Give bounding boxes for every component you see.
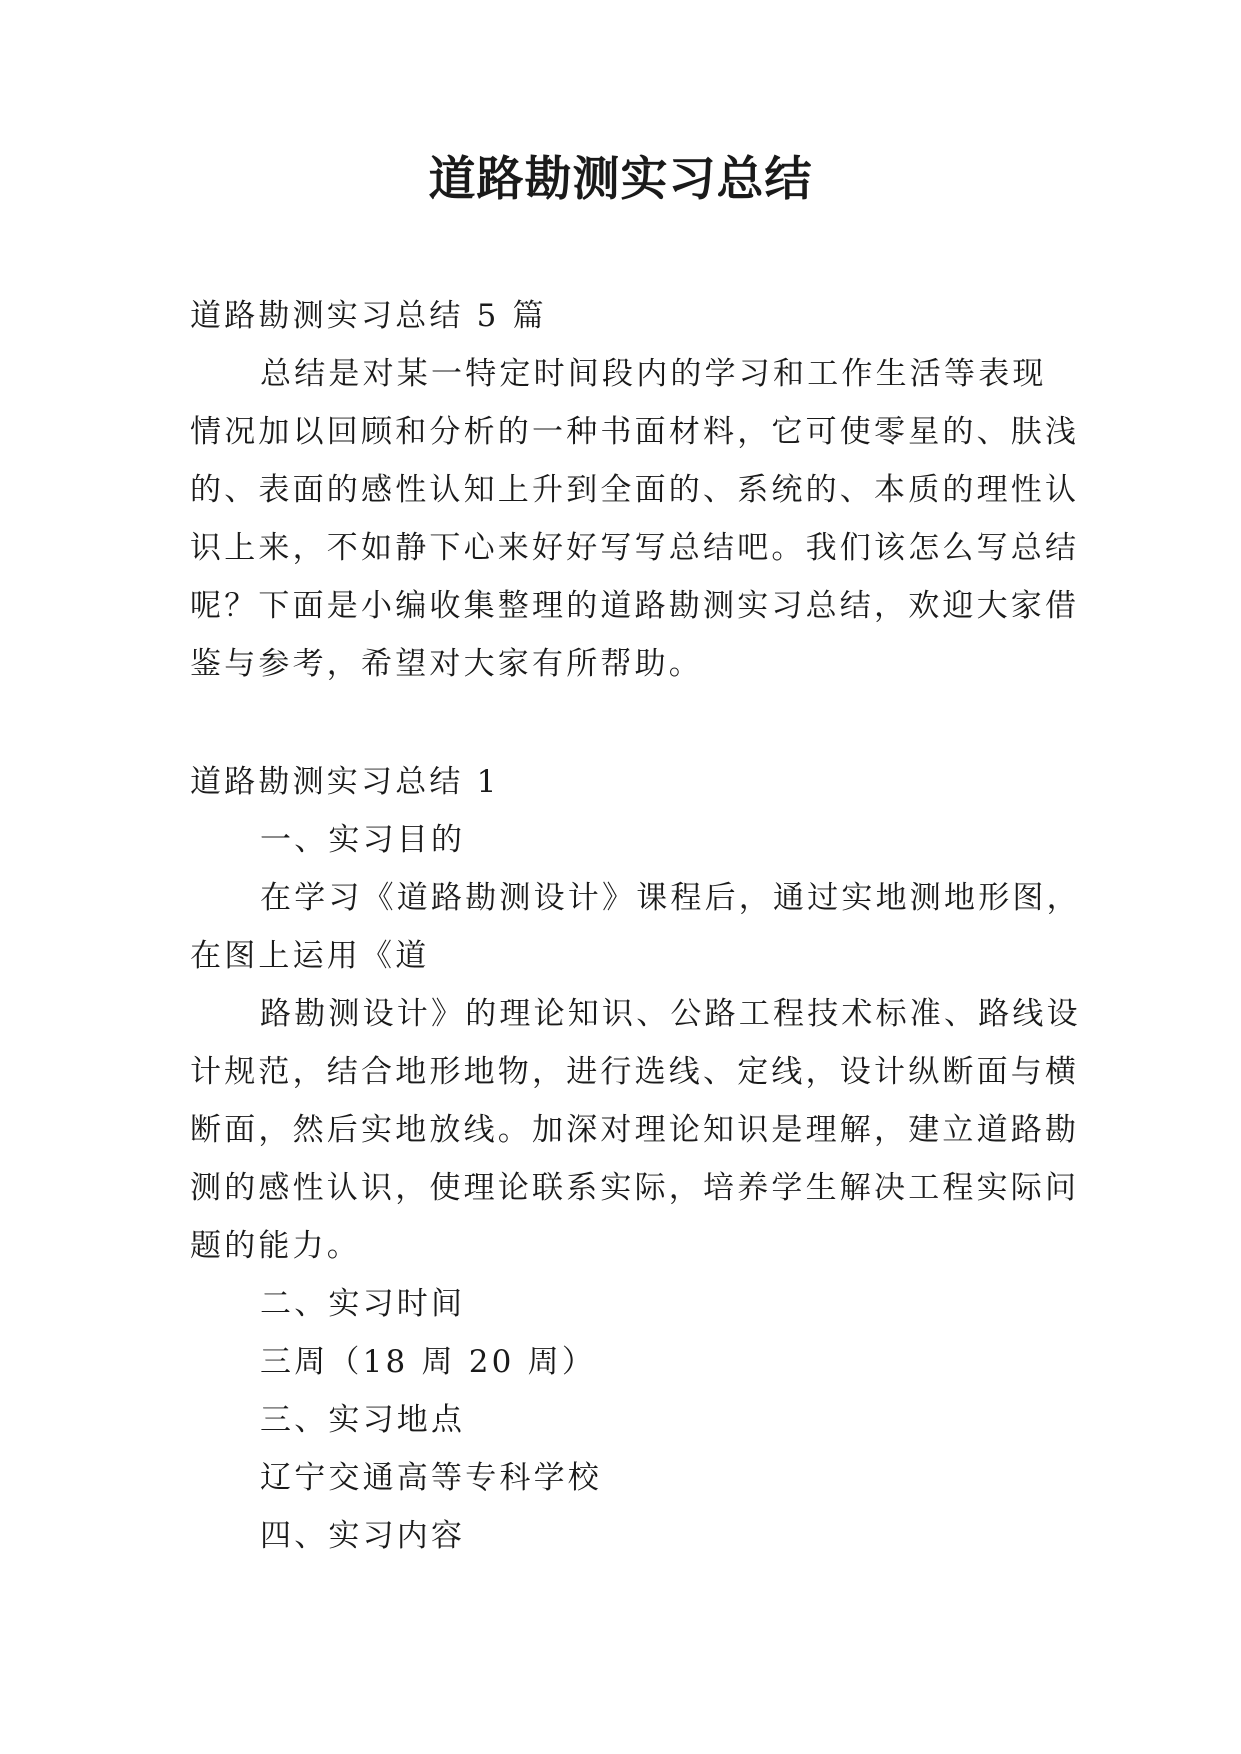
paragraph-line: 断面，然后实地放线。加深对理论知识是理解，建立道路勘 (190, 1112, 1080, 1148)
paragraph-line: 计规范，结合地形地物，进行选线、定线，设计纵断面与横 (190, 1054, 1080, 1090)
paragraph-line: 总结是对某一特定时间段内的学习和工作生活等表现 (260, 356, 1047, 392)
paragraph-line: 呢？下面是小编收集整理的道路勘测实习总结，欢迎大家借 (190, 588, 1080, 624)
paragraph-line: 鉴与参考，希望对大家有所帮助。 (190, 646, 703, 682)
paragraph-line: 路勘测设计》的理论知识、公路工程技术标准、路线设 (260, 996, 1081, 1032)
paragraph-line: 在学习《道路勘测设计》课程后，通过实地测地形图， (260, 880, 1081, 916)
section-heading: 道路勘测实习总结 5 篇 (190, 298, 547, 334)
paragraph-line: 辽宁交通高等专科学校 (260, 1460, 602, 1496)
paragraph-line: 情况加以回顾和分析的一种书面材料，它可使零星的、肤浅 (190, 414, 1080, 450)
paragraph-line: 题的能力。 (190, 1228, 361, 1264)
subsection-heading: 四、实习内容 (260, 1518, 466, 1554)
subsection-heading: 三、实习地点 (260, 1402, 466, 1438)
subsection-heading: 二、实习时间 (260, 1286, 466, 1322)
paragraph-line: 三周（18 周 20 周） (260, 1344, 597, 1380)
subsection-heading: 一、实习目的 (260, 822, 466, 858)
paragraph-line: 在图上运用《道 (190, 938, 430, 974)
page-title: 道路勘测实习总结 (428, 152, 813, 207)
paragraph-line: 识上来，不如静下心来好好写写总结吧。我们该怎么写总结 (190, 530, 1080, 566)
section-heading: 道路勘测实习总结 1 (190, 764, 500, 800)
paragraph-line: 测的感性认识，使理论联系实际，培养学生解决工程实际问 (190, 1170, 1080, 1206)
paragraph-line: 的、表面的感性认知上升到全面的、系统的、本质的理性认 (190, 472, 1080, 508)
